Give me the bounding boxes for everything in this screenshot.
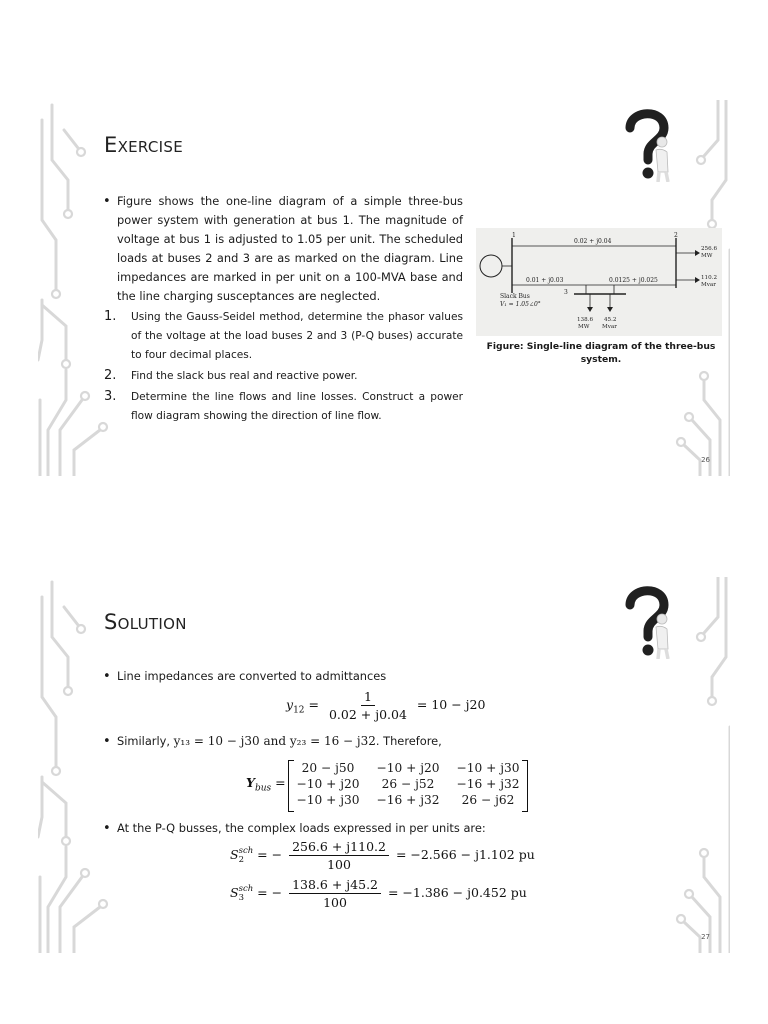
bullet-math: y₁₃ = 10 − j30 and y₂₃ = 16 − j32 <box>173 734 376 748</box>
eq-lhs-sub: 12 <box>293 705 305 716</box>
eq-subscript: 2 <box>238 854 244 865</box>
load-3-p-unit: MW <box>578 324 590 330</box>
load-3-q-value: 45.2 <box>604 317 617 323</box>
bullet-complex-loads <box>103 819 486 838</box>
bullet-text: Line impedances are converted to admittances <box>117 669 387 683</box>
equation-y12: $y_{12}$ = $\frac{1}{0.02 + j0.04}$ = 10 − j20 <box>286 689 486 722</box>
equation-s2: S sch 2 = − $\frac{256.6 + j110.2}{100}$ = −2.566 − j1.102 pu <box>230 839 535 872</box>
load-3-q-unit: Mvar <box>602 324 617 330</box>
task-list <box>104 308 463 427</box>
exercise-description: Figure shows the one-line diagram of a simple three-bus power system with generation at bus 1. The magnitude of voltage at bus 1 is adjusted to 1.05 per unit. The scheduled loads at buses 2 and 3 are as marked on the diagram. Line impedances are marked in per unit on a 100-MVA base and the line charging susceptances are neglected. <box>117 194 463 303</box>
eq-rhs: = −2.566 − j1.102 pu <box>395 847 535 862</box>
eq-numerator: 1 <box>361 689 375 706</box>
bullet-dot: • <box>103 734 111 749</box>
task-number: 1. <box>104 309 117 324</box>
ybus-matrix <box>288 760 528 810</box>
bullet-text: Similarly, <box>117 734 171 748</box>
slide-title: Exercise <box>104 133 183 157</box>
matrix-cell: 26 − j52 <box>381 777 435 791</box>
bullet-admittances <box>103 667 387 686</box>
load-3-p-value: 138.6 <box>577 317 594 323</box>
page-number: 26 <box>701 456 710 464</box>
task-text: Find the slack bus real and reactive power. <box>131 370 358 382</box>
question-mark-figure-icon <box>618 583 676 659</box>
task-text: Using the Gauss-Seidel method, determine the phasor values of the voltage at the load buses 2 and 3 (P-Q buses) accurate to four decimal places. <box>131 311 463 361</box>
bus-2-label: 2 <box>674 232 678 239</box>
matrix-row <box>288 760 528 776</box>
eq-subscript: 3 <box>238 892 244 903</box>
load-2-p-value: 256.6 <box>701 246 718 252</box>
eq-superscript: sch <box>238 883 254 894</box>
matrix-cell: −10 + j20 <box>376 761 440 775</box>
task-item-2 <box>104 367 463 386</box>
task-number: 2. <box>104 368 117 383</box>
matrix-cell: −10 + j30 <box>456 761 520 775</box>
task-item-1 <box>104 308 463 365</box>
slide-solution <box>38 577 730 953</box>
eq-numerator: 256.6 + j110.2 <box>289 839 389 856</box>
matrix-cell: −10 + j20 <box>296 777 360 791</box>
eq-fraction <box>289 877 381 910</box>
question-mark-figure-icon <box>618 106 676 182</box>
eq-denominator: 0.02 + j0.04 <box>328 707 407 722</box>
equation-s3: S sch 3 = − $\frac{138.6 + j45.2}{100}$ = −1.386 − j0.452 pu <box>230 877 527 910</box>
ybus-subscript: bus <box>254 783 272 794</box>
eq-lhs: y <box>286 697 294 712</box>
bus-3-label: 3 <box>564 289 568 296</box>
bullet-dot: • <box>103 669 111 684</box>
task-number: 3. <box>104 389 117 404</box>
eq-denominator: 100 <box>327 857 351 872</box>
eq-numerator: 138.6 + j45.2 <box>289 877 381 894</box>
slide-title: Solution <box>104 610 187 634</box>
bullet-suffix: . Therefore, <box>375 734 442 748</box>
eq-lhs: S <box>230 885 239 900</box>
page-number: 27 <box>701 933 710 941</box>
load-2-q-unit: Mvar <box>701 282 716 288</box>
exercise-bullet <box>103 192 463 306</box>
matrix-cell: −16 + j32 <box>376 793 440 807</box>
eq-lhs: S <box>230 847 239 862</box>
bullet-text: At the P-Q busses, the complex loads expressed in per units are: <box>117 821 486 835</box>
eq-fraction <box>289 839 389 872</box>
three-bus-diagram <box>476 228 722 336</box>
ybus-label: $Y_{bus}$ = <box>246 775 286 794</box>
load-2-p-unit: MW <box>701 253 713 259</box>
eq-superscript: sch <box>238 845 254 856</box>
load-2-q-value: 110.2 <box>701 275 718 281</box>
task-item-3 <box>104 388 463 426</box>
eq-rhs: = 10 − j20 <box>416 697 486 712</box>
generator-symbol <box>480 255 502 277</box>
matrix-cell: 20 − j50 <box>301 761 355 775</box>
figure-caption: Figure: Single-line diagram of the three-bus system. <box>486 341 716 365</box>
matrix-row <box>288 776 528 792</box>
matrix-row <box>288 792 528 808</box>
bullet-dot: • <box>103 821 111 836</box>
eq-fraction <box>326 689 410 722</box>
impedance-13-label: 0.01 + j0.03 <box>526 277 564 284</box>
bullet-similarly <box>103 732 442 751</box>
bus-1-label: 1 <box>512 232 516 239</box>
slide-exercise <box>38 100 730 476</box>
slack-bus-label: Slack Bus <box>500 293 530 300</box>
matrix-cell: −10 + j30 <box>296 793 360 807</box>
impedance-23-label: 0.0125 + j0.025 <box>609 277 658 284</box>
matrix-bracket-left <box>288 760 294 812</box>
eq-denominator: 100 <box>323 895 347 910</box>
bullet-dot: • <box>103 194 111 209</box>
task-text: Determine the line flows and line losses. Construct a power flow diagram showing the direction of line flow. <box>131 391 463 422</box>
matrix-bracket-right <box>522 760 528 812</box>
eq-rhs: = −1.386 − j0.452 pu <box>387 885 527 900</box>
impedance-12-label: 0.02 + j0.04 <box>574 238 612 245</box>
matrix-cell: 26 − j62 <box>461 793 515 807</box>
ybus-symbol: Y <box>246 775 255 790</box>
slack-voltage-label: V₁ = 1.05∠0° <box>500 301 541 308</box>
matrix-cell: −16 + j32 <box>456 777 520 791</box>
